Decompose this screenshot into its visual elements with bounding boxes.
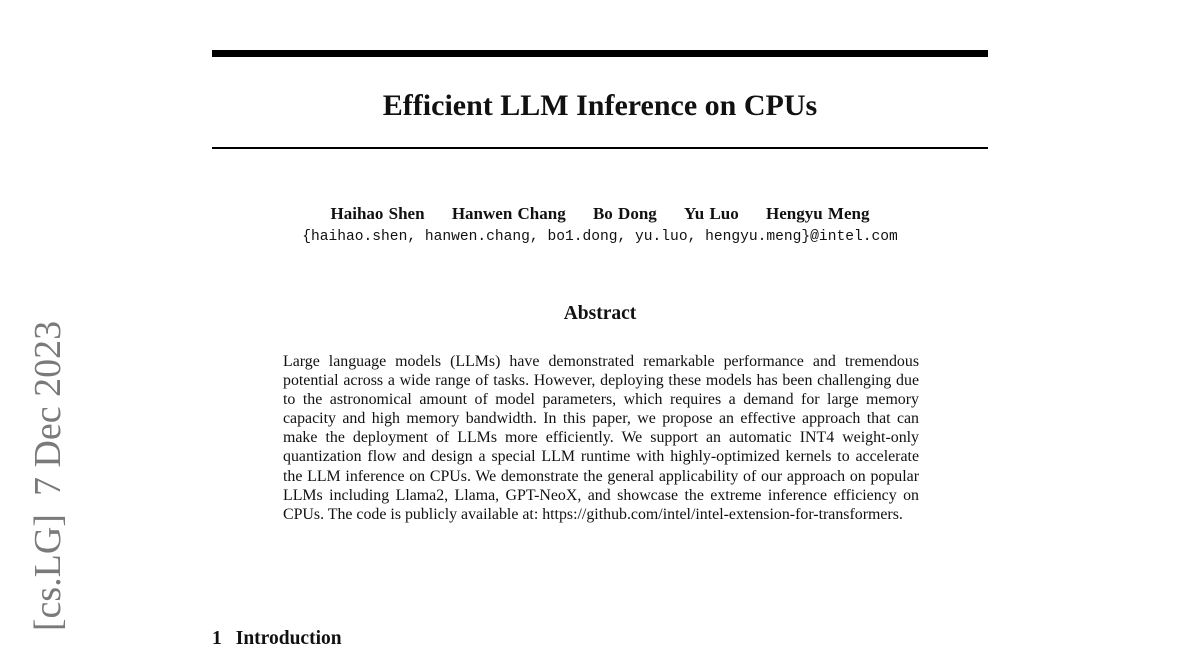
arxiv-side-stamp [28,321,68,631]
author-name: Yu Luo [684,204,739,223]
abstract-heading: Abstract [563,303,637,324]
arxiv-category: [cs.LG] [27,514,69,632]
author-name: Haihao Shen [330,204,425,223]
author-name: Hengyu Meng [766,204,870,223]
title-bottom-rule [212,147,988,149]
section-heading-introduction [212,626,342,648]
section-number: 1 [212,628,222,648]
author-emails: {haihao.shen, hanwen.chang, bo1.dong, yu.luo, hengyu.meng}@intel.com [302,229,898,245]
author-name: Hanwen Chang [451,204,566,223]
section-title: Introduction [235,628,342,648]
author-name: Bo Dong [592,204,657,223]
abstract-text: Large language models (LLMs) have demonstrated remarkable performance and tremendous potential across a wide range of tasks. However, deploying these models has been challenging due to the astronomical amount of model parameters, which requires a demand for large memory capacity and high memory bandwidth. In this paper, we propose an effective approach that can make the deployment of LLMs more efficiently. We support an automatic INT4 weight-only quantization flow and design a special LLM runtime with highly-optimized kernels to accelerate the LLM inference on CPUs. We demonstrate the general applicability of our approach on popular LLMs including Llama2, Llama, GPT-NeoX, and showcase the extreme inference efficiency on CPUs. The code is publicly available at: https://github.com/intel/intel-extension-for-transformers. [283,353,919,523]
arxiv-date: 7 Dec 2023 [27,320,69,497]
paper-title: Efficient LLM Inference on CPUs [382,89,818,122]
title-top-rule [212,50,988,57]
author-list [212,203,988,225]
